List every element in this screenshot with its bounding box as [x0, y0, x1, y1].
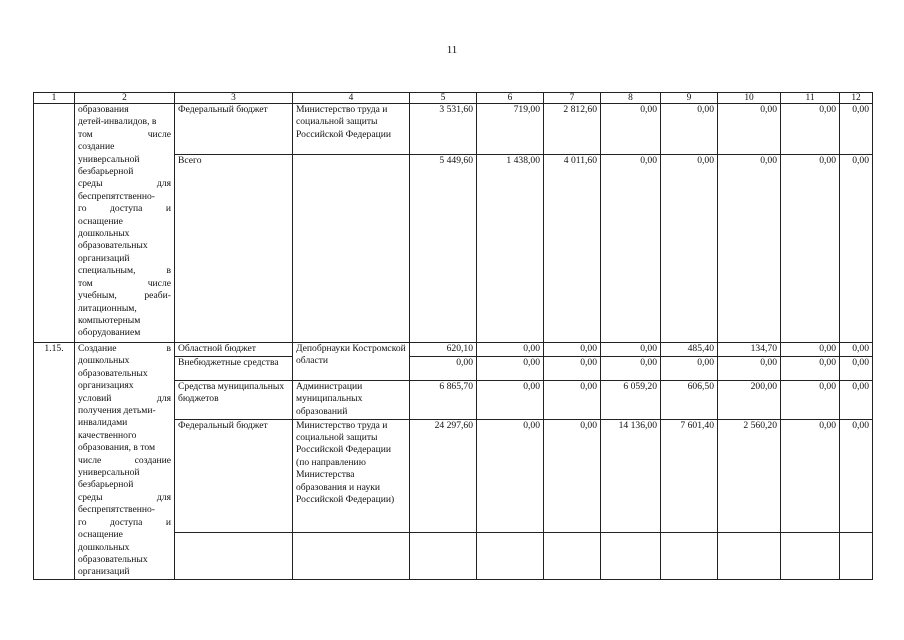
col-header: 8	[601, 93, 661, 104]
value-cell: 5 449,60	[410, 155, 477, 343]
col-header: 10	[718, 93, 781, 104]
value-cell: 0,00	[840, 419, 873, 532]
value-cell: 3 531,60	[410, 104, 477, 155]
value-cell: 606,50	[661, 380, 718, 419]
value-cell: 0,00	[718, 104, 781, 155]
funding-table	[33, 92, 873, 580]
funding-source: Областной бюджет	[175, 343, 293, 357]
value-cell: 0,00	[840, 380, 873, 419]
value-cell: 0,00	[410, 356, 477, 380]
empty-cell	[718, 533, 781, 580]
value-cell: 0,00	[477, 356, 544, 380]
value-cell: 0,00	[601, 155, 661, 343]
value-cell: 0,00	[661, 155, 718, 343]
col-header: 12	[840, 93, 873, 104]
funding-source: Всего	[175, 155, 293, 343]
value-cell: 719,00	[477, 104, 544, 155]
value-cell: 0,00	[718, 356, 781, 380]
value-cell: 4 011,60	[544, 155, 601, 343]
col-header: 3	[175, 93, 293, 104]
funding-source: Федеральный бюджет	[175, 419, 293, 532]
col-header: 6	[477, 93, 544, 104]
col-header: 2	[75, 93, 175, 104]
value-cell: 0,00	[544, 343, 601, 357]
value-cell: 0,00	[781, 343, 840, 357]
value-cell: 6 059,20	[601, 380, 661, 419]
value-cell: 0,00	[840, 356, 873, 380]
value-cell: 200,00	[718, 380, 781, 419]
table-row	[34, 343, 873, 357]
value-cell: 14 136,00	[601, 419, 661, 532]
value-cell: 0,00	[718, 155, 781, 343]
value-cell: 2 812,60	[544, 104, 601, 155]
funding-source: Федеральный бюджет	[175, 104, 293, 155]
col-header: 7	[544, 93, 601, 104]
value-cell: 0,00	[840, 343, 873, 357]
value-cell: 0,00	[781, 104, 840, 155]
item-number: 1.15.	[34, 343, 75, 580]
col-header: 9	[661, 93, 718, 104]
executor: Депобрнауки Костромской области	[293, 343, 410, 381]
empty-cell	[601, 533, 661, 580]
value-cell: 0,00	[781, 155, 840, 343]
value-cell: 0,00	[840, 155, 873, 343]
value-cell: 0,00	[781, 419, 840, 532]
value-cell: 134,70	[718, 343, 781, 357]
value-cell: 0,00	[840, 104, 873, 155]
value-cell: 0,00	[544, 356, 601, 380]
value-cell: 0,00	[781, 356, 840, 380]
item-number-cell	[34, 104, 75, 343]
empty-cell	[175, 533, 293, 580]
empty-cell	[781, 533, 840, 580]
value-cell: 0,00	[544, 419, 601, 532]
value-cell: 0,00	[601, 104, 661, 155]
value-cell: 0,00	[781, 380, 840, 419]
value-cell: 7 601,40	[661, 419, 718, 532]
value-cell: 0,00	[477, 419, 544, 532]
executor: Министерство труда и социальной защиты Российской Федерации (по направлению Министерства образования и науки Российской Федерации)	[293, 419, 410, 532]
col-header: 11	[781, 93, 840, 104]
value-cell: 0,00	[477, 343, 544, 357]
value-cell: 0,00	[544, 380, 601, 419]
empty-cell	[410, 533, 477, 580]
col-header: 4	[293, 93, 410, 104]
page-number: 11	[446, 44, 458, 56]
executor: Администрации муниципальных образований	[293, 380, 410, 419]
value-cell: 620,10	[410, 343, 477, 357]
empty-cell	[840, 533, 873, 580]
col-header: 1	[34, 93, 75, 104]
item-description: образования детей-инвалидов, в том числе создание универсальной безбарьерной среды для беспрепятственно- го доступа и оснащение дошкольных образовательных организаций специальным, в том числе учебным, реаби- литационным, компьютерным оборудованием	[75, 104, 175, 343]
col-header: 5	[410, 93, 477, 104]
value-cell: 0,00	[477, 380, 544, 419]
executor	[293, 155, 410, 343]
value-cell: 1 438,00	[477, 155, 544, 343]
value-cell: 485,40	[661, 343, 718, 357]
funding-source: Внебюджетные средства	[175, 356, 293, 380]
value-cell: 0,00	[601, 343, 661, 357]
empty-cell	[477, 533, 544, 580]
table-row	[34, 104, 873, 155]
executor: Министерство труда и социальной защиты Российской Федерации	[293, 104, 410, 155]
value-cell: 2 560,20	[718, 419, 781, 532]
value-cell: 6 865,70	[410, 380, 477, 419]
empty-cell	[293, 533, 410, 580]
value-cell: 0,00	[601, 356, 661, 380]
value-cell: 24 297,60	[410, 419, 477, 532]
value-cell: 0,00	[661, 356, 718, 380]
column-number-header-row	[34, 93, 873, 104]
item-description: Создание в дошкольных образовательных организациях условий для получения детьми- инвалидами качественного образования, в том числе создание универсальной безбарьерной среды для беспрепятственно- го доступа и оснащение дошкольных образовательных организаций	[75, 343, 175, 580]
empty-cell	[661, 533, 718, 580]
funding-source: Средства муниципальных бюджетов	[175, 380, 293, 419]
value-cell: 0,00	[661, 104, 718, 155]
empty-cell	[544, 533, 601, 580]
